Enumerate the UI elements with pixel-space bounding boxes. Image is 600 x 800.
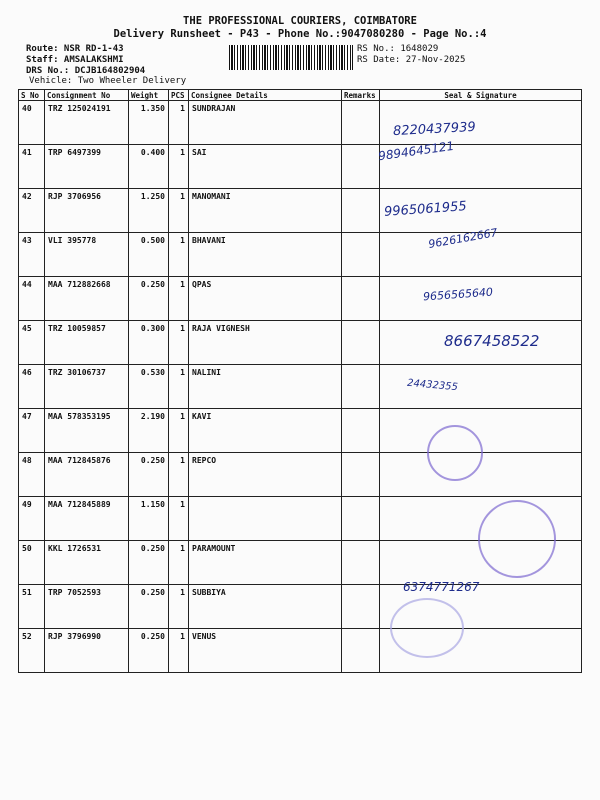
signature-phone: 24432355 — [406, 377, 459, 394]
signature-phone: 9894645121 — [377, 138, 455, 164]
cell-consignment: VLI 395778 — [45, 233, 129, 277]
cell-pcs: 1 — [169, 101, 189, 145]
cell-pcs: 1 — [169, 233, 189, 277]
cell-consignee: MANOMANI — [189, 189, 342, 233]
cell-pcs: 1 — [169, 629, 189, 673]
company-title: THE PROFESSIONAL COURIERS, COIMBATORE — [183, 15, 417, 27]
cell-sno: 52 — [19, 629, 45, 673]
table-row — [19, 145, 582, 189]
barcode-image — [229, 45, 353, 70]
cell-consignment: TRP 6497399 — [45, 145, 129, 189]
cell-consignee: KAVI — [189, 409, 342, 453]
col-consignee: Consignee Details — [189, 90, 342, 101]
cell-sno: 46 — [19, 365, 45, 409]
drs-label: DRS No.: DCJB164802904 — [26, 66, 146, 76]
cell-consignee: SUBBIYA — [189, 585, 342, 629]
cell-remarks — [342, 453, 380, 497]
cell-sno: 51 — [19, 585, 45, 629]
cell-remarks — [342, 497, 380, 541]
cell-weight: 1.250 — [129, 189, 169, 233]
signature-phone: 8667458522 — [444, 332, 540, 350]
col-pcs: PCS — [169, 90, 189, 101]
signature-phone: 9626162667 — [427, 226, 499, 251]
cell-sno: 47 — [19, 409, 45, 453]
cell-remarks — [342, 321, 380, 365]
stamp-seal — [427, 425, 483, 481]
cell-consignee: PARAMOUNT — [189, 541, 342, 585]
cell-weight: 0.500 — [129, 233, 169, 277]
cell-weight: 2.190 — [129, 409, 169, 453]
cell-weight: 0.250 — [129, 585, 169, 629]
cell-consignee: VENUS — [189, 629, 342, 673]
cell-pcs: 1 — [169, 277, 189, 321]
cell-pcs: 1 — [169, 409, 189, 453]
cell-consignment: TRZ 10059857 — [45, 321, 129, 365]
cell-weight: 0.530 — [129, 365, 169, 409]
cell-weight: 0.250 — [129, 541, 169, 585]
cell-weight: 0.400 — [129, 145, 169, 189]
cell-remarks — [342, 277, 380, 321]
cell-consignment: TRP 7052593 — [45, 585, 129, 629]
cell-consignee: BHAVANI — [189, 233, 342, 277]
route-label: Route: NSR RD-1-43 — [26, 44, 124, 54]
signature-phone: 6374771267 — [403, 580, 480, 594]
table-header-row — [19, 90, 582, 101]
cell-weight: 0.250 — [129, 277, 169, 321]
staff-label: Staff: AMSALAKSHMI — [26, 55, 124, 65]
cell-remarks — [342, 585, 380, 629]
cell-weight: 1.350 — [129, 101, 169, 145]
table-row — [19, 453, 582, 497]
cell-pcs: 1 — [169, 365, 189, 409]
cell-remarks — [342, 145, 380, 189]
cell-consignee: QPAS — [189, 277, 342, 321]
cell-consignment: MAA 712845876 — [45, 453, 129, 497]
cell-pcs: 1 — [169, 497, 189, 541]
table-row — [19, 629, 582, 673]
table-row — [19, 101, 582, 145]
table-row — [19, 365, 582, 409]
table-row — [19, 277, 582, 321]
cell-consignment: RJP 3706956 — [45, 189, 129, 233]
cell-weight: 0.250 — [129, 453, 169, 497]
rs-no-label: RS No.: 1648029 — [357, 44, 439, 54]
stamp-seal — [390, 598, 464, 658]
col-remarks: Remarks — [342, 90, 380, 101]
cell-consignee: SUNDRAJAN — [189, 101, 342, 145]
cell-consignee: SAI — [189, 145, 342, 189]
col-weight: Weight — [129, 90, 169, 101]
cell-sno: 48 — [19, 453, 45, 497]
cell-sno: 45 — [19, 321, 45, 365]
cell-consignee: RAJA VIGNESH — [189, 321, 342, 365]
cell-consignment: RJP 3796990 — [45, 629, 129, 673]
cell-consignee — [189, 497, 342, 541]
signature-phone: 9656565640 — [422, 285, 494, 304]
cell-consignment: MAA 578353195 — [45, 409, 129, 453]
col-consignment: Consignment No — [45, 90, 129, 101]
table-row — [19, 189, 582, 233]
rs-date-label: RS Date: 27-Nov-2025 — [357, 55, 466, 65]
cell-pcs: 1 — [169, 541, 189, 585]
cell-weight: 1.150 — [129, 497, 169, 541]
cell-consignment: KKL 1726531 — [45, 541, 129, 585]
col-sno: S No — [19, 90, 45, 101]
cell-sno: 43 — [19, 233, 45, 277]
cell-sno: 41 — [19, 145, 45, 189]
table-row — [19, 409, 582, 453]
cell-weight: 0.300 — [129, 321, 169, 365]
cell-consignee: NALINI — [189, 365, 342, 409]
cell-remarks — [342, 189, 380, 233]
stamp-seal — [478, 500, 556, 578]
cell-remarks — [342, 409, 380, 453]
signature-phone: 9965061955 — [383, 199, 468, 220]
cell-pcs: 1 — [169, 321, 189, 365]
runsheet-table — [18, 89, 582, 673]
cell-sno: 44 — [19, 277, 45, 321]
cell-pcs: 1 — [169, 585, 189, 629]
cell-weight: 0.250 — [129, 629, 169, 673]
cell-remarks — [342, 629, 380, 673]
cell-remarks — [342, 101, 380, 145]
runsheet-subtitle: Delivery Runsheet - P43 - Phone No.:9047080280 - Page No.:4 — [113, 28, 487, 40]
col-seal: Seal & Signature — [380, 90, 582, 101]
cell-pcs: 1 — [169, 453, 189, 497]
cell-sno: 49 — [19, 497, 45, 541]
cell-sno: 40 — [19, 101, 45, 145]
cell-pcs: 1 — [169, 189, 189, 233]
cell-sno: 42 — [19, 189, 45, 233]
cell-consignment: TRZ 125024191 — [45, 101, 129, 145]
cell-consignment: MAA 712845889 — [45, 497, 129, 541]
cell-consignment: MAA 712882668 — [45, 277, 129, 321]
cell-pcs: 1 — [169, 145, 189, 189]
signature-phone: 8220437939 — [392, 119, 477, 140]
cell-sno: 50 — [19, 541, 45, 585]
cell-remarks — [342, 365, 380, 409]
table-row — [19, 585, 582, 629]
vehicle-label: Vehicle: Two Wheeler Delivery — [29, 76, 187, 86]
cell-remarks — [342, 541, 380, 585]
cell-consignee: REPCO — [189, 453, 342, 497]
cell-consignment: TRZ 30106737 — [45, 365, 129, 409]
cell-remarks — [342, 233, 380, 277]
